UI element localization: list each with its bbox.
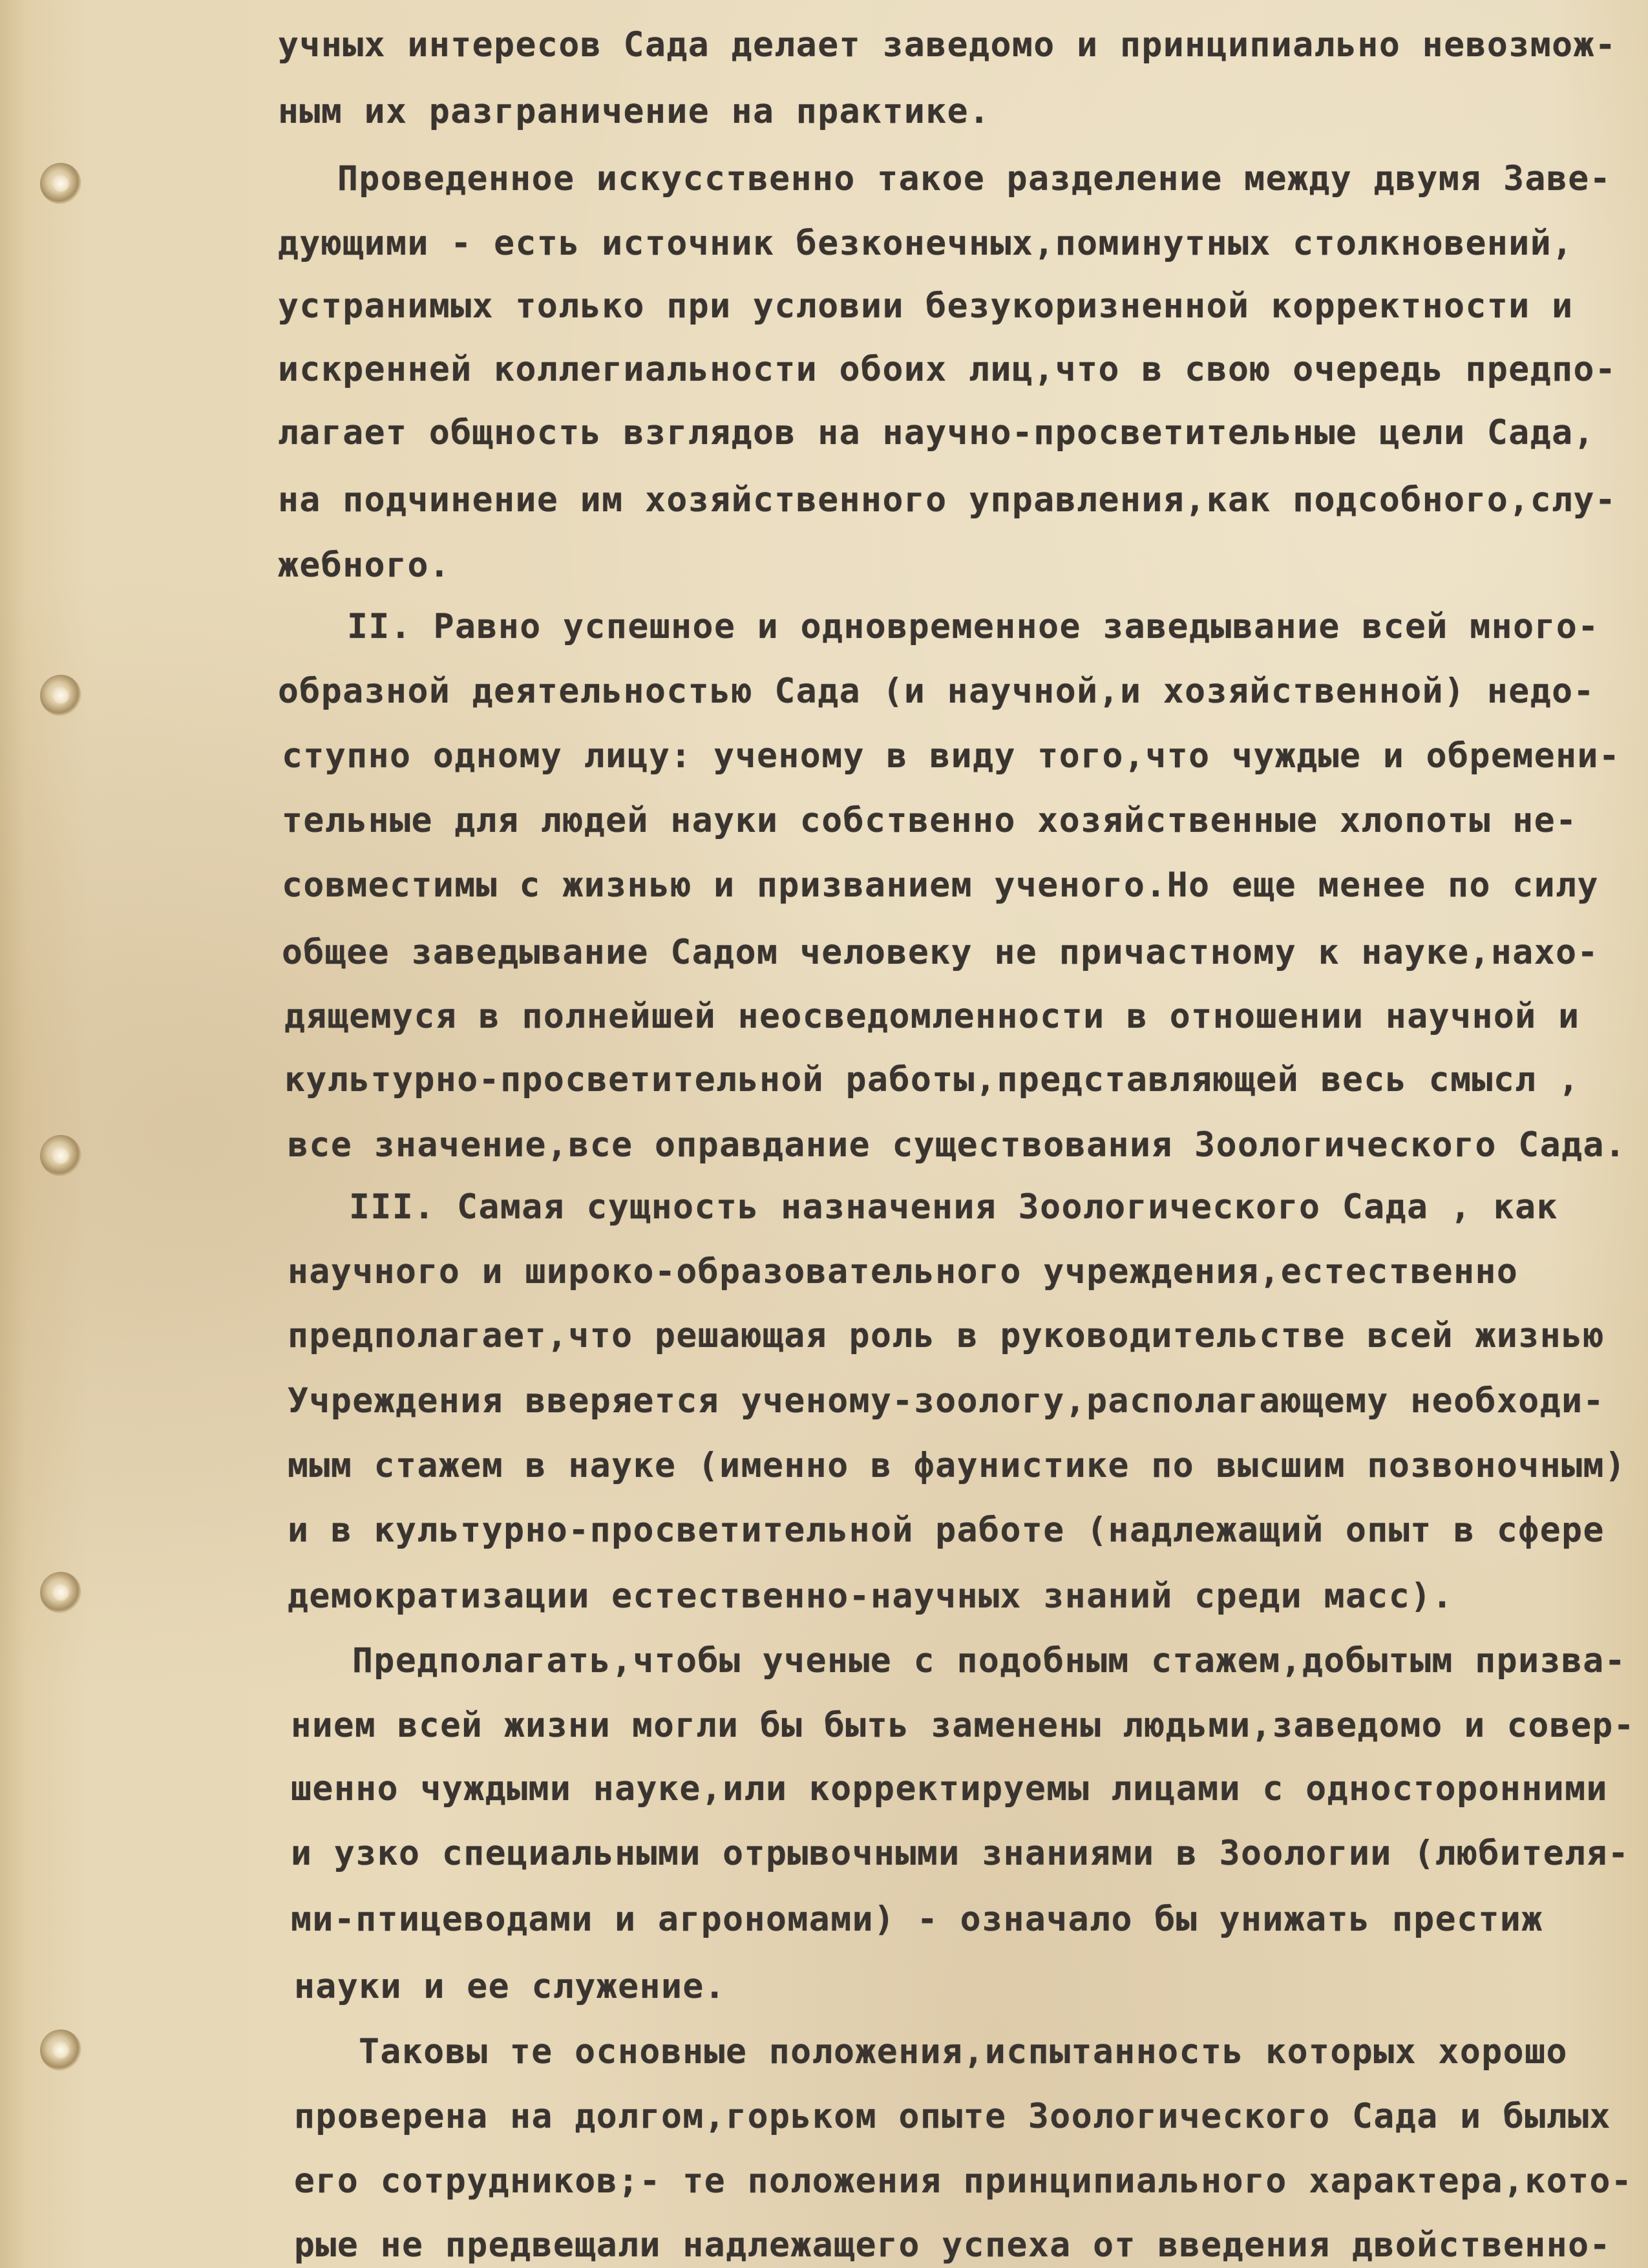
text-line: учных интересов Сада делает заведомо и принципиально невозмож- [278, 25, 1617, 65]
punch-hole [40, 675, 81, 716]
text-line: рые не предвещали надлежащего успеха от введения двойственно- [294, 2225, 1611, 2265]
text-line: культурно-просветительной работы,представляющей весь смысл , [284, 1060, 1580, 1099]
text-line: ным их разграничение на практике. [278, 92, 991, 131]
punch-hole [40, 2030, 81, 2071]
text-line: шенно чуждыми науке,или корректируемы лицами с односторонними [291, 1769, 1608, 1808]
text-line: на подчинение им хозяйственного управления,как подсобного,слу- [278, 480, 1617, 520]
text-line: Таковы те основные положения,испытанность которых хорошо [359, 2032, 1568, 2072]
text-line: нием всей жизни могли бы быть заменены людьми,заведомо и совер- [291, 1706, 1635, 1745]
text-line: все значение,все оправдание существования Зоологического Сада. [288, 1125, 1627, 1165]
text-line: общее заведывание Садом человеку не причастному к науке,нахо- [282, 933, 1599, 972]
text-line: образной деятельностью Сада (и научной,и хозяйственной) недо- [278, 672, 1595, 711]
text-line: искренней коллегиальности обоих лиц,что в свою очередь предпо- [278, 350, 1617, 389]
text-line: ми-птицеводами и агрономами) - означало бы унижать престиж [291, 1900, 1543, 1939]
text-line: лагает общность взглядов на научно-просветительные цели Сада, [278, 413, 1595, 452]
text-line: мым стажем в науке (именно в фаунистике по высшим позвоночным) [288, 1446, 1627, 1485]
text-line: его сотрудников;- те положения принципиального характера,кото- [294, 2161, 1633, 2201]
text-line: науки и ее служение. [294, 1967, 726, 2006]
text-line: и узко специальными отрывочными знаниями в Зоологии (любителя- [291, 1834, 1630, 1873]
text-line: дующими - есть источник безконечных,поминутных столкновений, [278, 224, 1574, 263]
text-line: демократизации естественно-научных знаний среди масс). [288, 1576, 1454, 1616]
text-line: жебного. [278, 546, 451, 585]
text-line: Учреждения вверяется ученому-зоологу,располагающему необходи- [288, 1381, 1605, 1421]
text-line: III. Самая сущность назначения Зоологического Сада , как [349, 1187, 1558, 1227]
text-line: тельные для людей науки собственно хозяйственные хлопоты не- [282, 801, 1578, 840]
text-line: дящемуся в полнейшей неосведомленности в отношении научной и [284, 997, 1580, 1036]
punch-hole [40, 1135, 81, 1176]
text-line: Предполагать,чтобы ученые с подобным стажем,добытым призва- [352, 1641, 1627, 1680]
text-line: устранимых только при условии безукоризненной корректности и [278, 286, 1574, 326]
text-line: и в культурно-просветительной работе (надлежащий опыт в сфере [288, 1510, 1605, 1550]
text-line: ступно одному лицу: ученому в виду того,что чуждые и обремени- [282, 736, 1621, 776]
text-line: совместимы с жизнью и призванием ученого.Но еще менее по силу [282, 865, 1599, 905]
punch-hole [40, 163, 81, 204]
text-line: проверена на долгом,горьком опыте Зоологического Сада и былых [294, 2097, 1611, 2136]
punch-hole [40, 1572, 81, 1613]
text-line: Проведенное искусственно такое разделение между двумя Заве- [337, 159, 1612, 198]
text-line: II. Равно успешное и одновременное заведывание всей много- [347, 607, 1600, 646]
text-line: предполагает,что решающая роль в руководительстве всей жизнью [288, 1316, 1605, 1355]
text-line: научного и широко-образовательного учреждения,естественно [288, 1252, 1519, 1291]
